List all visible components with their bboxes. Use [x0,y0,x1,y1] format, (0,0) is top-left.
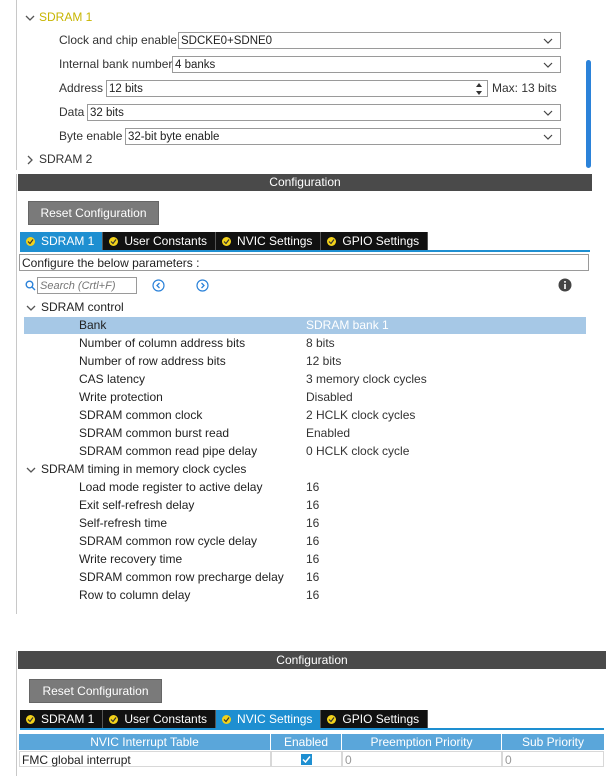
param-name[interactable]: Number of column address bits [79,336,246,350]
info-icon[interactable] [558,278,572,292]
clock-chip-enable-select[interactable] [178,32,561,49]
param-value[interactable]: 3 memory clock cycles [306,372,427,386]
address-spinner[interactable] [106,80,488,97]
param-value[interactable]: 8 bits [306,336,335,350]
column-header-sub-priority[interactable]: Sub Priority [502,734,604,750]
check-icon [327,715,336,724]
tab-label: GPIO Settings [342,234,420,248]
byte-enable-value: 32-bit byte enable [128,131,220,143]
param-value[interactable]: 16 [306,588,320,602]
param-value[interactable]: 16 [306,498,320,512]
tab-underline [20,250,590,252]
param-name[interactable]: CAS latency [79,372,146,386]
group-header[interactable] [26,460,246,478]
chevron-down-icon [542,33,554,49]
check-icon [26,237,35,246]
param-name[interactable]: Write protection [79,390,163,404]
tab-underline-2 [20,728,604,730]
previous-icon[interactable] [152,279,165,292]
sdram1-expander[interactable] [25,8,92,26]
byte-enable-select[interactable] [125,128,561,145]
check-icon [327,237,336,246]
spinner-arrows-icon[interactable] [475,82,483,96]
enabled-checkbox[interactable] [301,754,312,765]
sdram2-label: SDRAM 2 [39,152,93,166]
tab-label: NVIC Settings [237,712,313,726]
param-value[interactable]: 16 [306,480,320,494]
chevron-down-icon [542,129,554,145]
param-name[interactable]: Bank [79,318,107,332]
address-label: Address [59,81,104,95]
search-icon [25,280,36,291]
sdram1-label: SDRAM 1 [39,10,93,24]
param-value[interactable]: 16 [306,552,320,566]
tab-gpio-settings[interactable] [321,710,428,728]
param-value[interactable]: 2 HCLK clock cycles [306,408,416,422]
configuration-header-2: Configuration [18,651,606,669]
next-icon[interactable] [196,279,209,292]
configuration-header: Configuration [18,174,592,191]
reset-configuration-button[interactable]: Reset Configuration [28,201,159,225]
param-name[interactable]: Self-refresh time [79,516,168,530]
param-name[interactable]: Row to column delay [79,588,191,602]
param-name[interactable]: SDRAM common row precharge delay [79,570,284,584]
address-value: 12 bits [109,83,143,95]
clock-chip-enable-label: Clock and chip enable [59,33,178,47]
chevron-down-icon [26,303,36,313]
data-label: Data [59,105,85,119]
param-name[interactable]: Number of row address bits [79,354,226,368]
param-name[interactable]: SDRAM common burst read [79,426,230,440]
tab-label: User Constants [124,234,208,248]
internal-bank-number-select[interactable] [172,56,561,73]
param-value[interactable]: 16 [306,534,320,548]
param-value[interactable]: 0 HCLK clock cycle [306,444,410,458]
chevron-right-icon [25,155,35,165]
column-header-enabled[interactable]: Enabled [271,734,341,750]
interrupt-name-cell: FMC global interrupt [19,751,271,767]
param-value[interactable]: Enabled [306,426,351,440]
reset-configuration-button-2[interactable]: Reset Configuration [29,679,162,703]
tab-label: SDRAM 1 [41,712,95,726]
param-name[interactable]: SDRAM common read pipe delay [79,444,258,458]
tab-nvic-settings[interactable] [216,710,321,728]
config-tabs-1 [20,232,428,250]
group-title: SDRAM control [41,300,124,314]
check-icon [222,237,231,246]
tab-label: NVIC Settings [237,234,313,248]
chevron-down-icon [25,13,35,23]
data-select[interactable] [87,104,561,121]
internal-bank-number-value: 4 banks [175,59,216,71]
sub-priority-cell[interactable]: 0 [502,751,604,767]
param-value[interactable]: SDRAM bank 1 [306,318,389,332]
tab-label: GPIO Settings [342,712,420,726]
param-value[interactable]: 16 [306,516,320,530]
param-name[interactable]: Write recovery time [79,552,183,566]
group-title: SDRAM timing in memory clock cycles [41,462,247,476]
info-text: Configure the below parameters : [19,254,589,271]
check-icon [109,237,118,246]
param-name[interactable]: Load mode register to active delay [79,480,263,494]
internal-bank-number-label: Internal bank number [59,57,173,71]
vertical-scrollbar[interactable] [586,60,591,168]
selected-row-highlight [24,317,586,334]
sdram-mode-panel [16,0,593,170]
chevron-down-icon [542,105,554,121]
tab-gpio-settings[interactable] [321,232,428,250]
byte-enable-label: Byte enable [59,129,123,143]
param-value[interactable]: Disabled [306,390,353,404]
clock-chip-enable-value: SDCKE0+SDNE0 [181,35,273,47]
data-value: 32 bits [90,107,124,119]
tab-label: SDRAM 1 [41,234,95,248]
check-icon [109,715,118,724]
check-icon [26,715,35,724]
param-value[interactable]: 16 [306,570,320,584]
param-value[interactable]: 12 bits [306,354,342,368]
param-name[interactable]: SDRAM common row cycle delay [79,534,258,548]
param-name[interactable]: Exit self-refresh delay [79,498,195,512]
tab-sdram1[interactable] [20,232,103,250]
tab-label: User Constants [124,712,208,726]
check-icon [222,715,231,724]
search-input[interactable] [37,277,137,294]
sdram2-expander[interactable] [25,150,92,168]
group-header[interactable] [26,298,124,316]
tab-sdram1[interactable] [20,710,103,728]
chevron-down-icon [542,57,554,73]
tab-nvic-settings[interactable] [216,232,321,250]
column-header-preemption[interactable]: Preemption Priority [342,734,501,750]
tab-user-constants[interactable] [103,232,216,250]
param-name[interactable]: SDRAM common clock [79,408,203,422]
preemption-priority-cell[interactable]: 0 [342,751,502,767]
address-max-label: Max: 13 bits [492,81,557,95]
column-header-interrupt[interactable]: NVIC Interrupt Table [19,734,270,750]
config-tabs-2 [20,710,428,728]
chevron-down-icon [26,465,36,475]
tab-user-constants[interactable] [103,710,216,728]
enabled-cell [271,751,342,767]
